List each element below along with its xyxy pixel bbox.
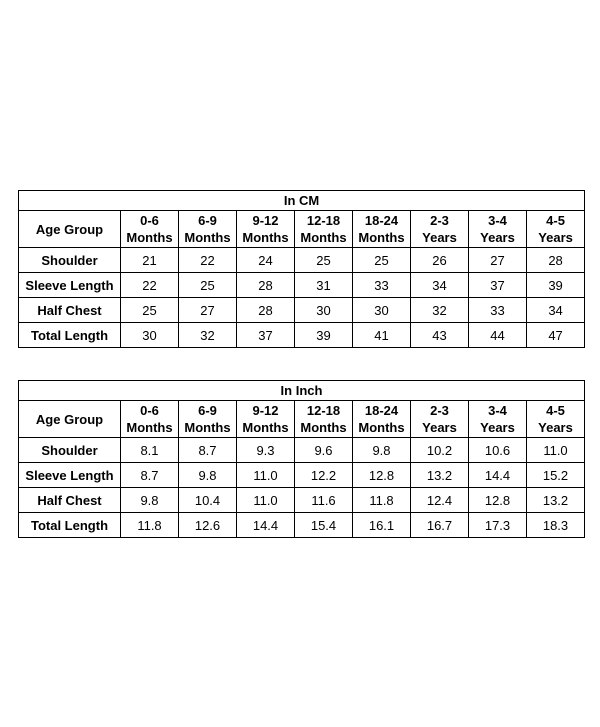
measurement-value: 8.1 <box>121 438 179 463</box>
measurement-value: 25 <box>295 248 353 273</box>
measurement-value: 37 <box>469 273 527 298</box>
age-unit: Years <box>480 420 515 435</box>
measurement-label: Half Chest <box>19 488 121 513</box>
age-unit: Months <box>184 230 231 245</box>
age-column-header <box>411 401 469 438</box>
measurement-value: 41 <box>353 323 411 348</box>
age-unit: Months <box>300 420 347 435</box>
measurement-value: 30 <box>353 298 411 323</box>
measurement-value: 32 <box>411 298 469 323</box>
measurement-label: Half Chest <box>19 298 121 323</box>
measurement-value: 25 <box>179 273 237 298</box>
measurement-value: 17.3 <box>469 513 527 538</box>
size-chart-inch-table <box>18 380 585 538</box>
age-unit: Years <box>422 420 457 435</box>
measurement-label: Shoulder <box>19 438 121 463</box>
age-unit: Years <box>422 230 457 245</box>
measurement-value: 9.8 <box>179 463 237 488</box>
measurement-value: 22 <box>121 273 179 298</box>
measurement-value: 11.8 <box>121 513 179 538</box>
age-column-header <box>179 211 237 248</box>
measurement-value: 32 <box>179 323 237 348</box>
measurement-value: 9.8 <box>353 438 411 463</box>
measurement-value: 11.6 <box>295 488 353 513</box>
age-column-header <box>179 401 237 438</box>
age-unit: Years <box>480 230 515 245</box>
measurement-value: 43 <box>411 323 469 348</box>
measurement-value: 14.4 <box>469 463 527 488</box>
age-range: 0-6 <box>140 403 159 418</box>
measurement-value: 16.7 <box>411 513 469 538</box>
age-range: 9-12 <box>252 213 279 228</box>
measurement-value: 9.8 <box>121 488 179 513</box>
age-unit: Months <box>126 230 173 245</box>
age-column-header <box>121 211 179 248</box>
measurement-value: 8.7 <box>121 463 179 488</box>
table-row <box>19 248 585 273</box>
measurement-value: 18.3 <box>527 513 585 538</box>
age-column-header <box>237 401 295 438</box>
measurement-value: 22 <box>179 248 237 273</box>
measurement-label: Sleeve Length <box>19 463 121 488</box>
age-unit: Months <box>358 230 405 245</box>
age-unit: Months <box>300 230 347 245</box>
age-unit: Months <box>242 420 289 435</box>
measurement-value: 28 <box>237 298 295 323</box>
measurement-value: 30 <box>295 298 353 323</box>
measurement-label: Total Length <box>19 323 121 348</box>
measurement-value: 9.6 <box>295 438 353 463</box>
table-row <box>19 463 585 488</box>
age-unit: Years <box>538 230 573 245</box>
measurement-value: 27 <box>469 248 527 273</box>
age-range: 4-5 <box>546 213 565 228</box>
measurement-value: 10.2 <box>411 438 469 463</box>
measurement-value: 33 <box>469 298 527 323</box>
age-range: 2-3 <box>430 403 449 418</box>
age-column-header <box>121 401 179 438</box>
age-unit: Months <box>126 420 173 435</box>
age-range: 18-24 <box>364 403 399 418</box>
age-range: 3-4 <box>488 213 507 228</box>
age-column-header <box>353 211 411 248</box>
measurement-value: 30 <box>121 323 179 348</box>
measurement-value: 47 <box>527 323 585 348</box>
age-range: 0-6 <box>140 213 159 228</box>
age-group-label: Age Group <box>19 211 121 248</box>
measurement-value: 27 <box>179 298 237 323</box>
measurement-value: 13.2 <box>411 463 469 488</box>
measurement-value: 31 <box>295 273 353 298</box>
measurement-value: 15.2 <box>527 463 585 488</box>
measurement-value: 14.4 <box>237 513 295 538</box>
age-column-header <box>295 401 353 438</box>
measurement-value: 9.3 <box>237 438 295 463</box>
measurement-label: Shoulder <box>19 248 121 273</box>
table-row <box>19 513 585 538</box>
measurement-value: 16.1 <box>353 513 411 538</box>
measurement-value: 37 <box>237 323 295 348</box>
table-row <box>19 273 585 298</box>
age-column-header <box>411 211 469 248</box>
measurement-value: 11.0 <box>527 438 585 463</box>
age-column-header <box>353 401 411 438</box>
age-column-header <box>527 211 585 248</box>
age-range: 9-12 <box>252 403 279 418</box>
measurement-value: 44 <box>469 323 527 348</box>
age-unit: Months <box>242 230 289 245</box>
table-row <box>19 438 585 463</box>
measurement-value: 34 <box>527 298 585 323</box>
measurement-value: 11.8 <box>353 488 411 513</box>
age-range: 3-4 <box>488 403 507 418</box>
age-range: 12-18 <box>306 213 341 228</box>
measurement-value: 34 <box>411 273 469 298</box>
measurement-value: 10.6 <box>469 438 527 463</box>
age-column-header <box>527 401 585 438</box>
measurement-value: 28 <box>527 248 585 273</box>
measurement-value: 28 <box>237 273 295 298</box>
measurement-value: 12.8 <box>353 463 411 488</box>
age-range: 2-3 <box>430 213 449 228</box>
age-range: 18-24 <box>364 213 399 228</box>
age-column-header <box>469 401 527 438</box>
measurement-value: 25 <box>121 298 179 323</box>
table-title: In CM <box>19 191 585 211</box>
measurement-value: 26 <box>411 248 469 273</box>
age-column-header <box>295 211 353 248</box>
age-range: 6-9 <box>198 403 217 418</box>
size-chart-cm-table <box>18 190 585 348</box>
measurement-value: 21 <box>121 248 179 273</box>
measurement-value: 39 <box>527 273 585 298</box>
measurement-value: 10.4 <box>179 488 237 513</box>
measurement-value: 11.0 <box>237 463 295 488</box>
measurement-value: 11.0 <box>237 488 295 513</box>
measurement-label: Total Length <box>19 513 121 538</box>
table-row <box>19 488 585 513</box>
measurement-value: 12.2 <box>295 463 353 488</box>
age-column-header <box>237 211 295 248</box>
measurement-label: Sleeve Length <box>19 273 121 298</box>
age-column-header <box>469 211 527 248</box>
header-row <box>19 401 585 438</box>
header-row <box>19 211 585 248</box>
age-range: 12-18 <box>306 403 341 418</box>
age-unit: Months <box>184 420 231 435</box>
measurement-value: 12.6 <box>179 513 237 538</box>
measurement-value: 12.8 <box>469 488 527 513</box>
measurement-value: 13.2 <box>527 488 585 513</box>
measurement-value: 39 <box>295 323 353 348</box>
measurement-value: 33 <box>353 273 411 298</box>
measurement-value: 8.7 <box>179 438 237 463</box>
measurement-value: 15.4 <box>295 513 353 538</box>
age-range: 4-5 <box>546 403 565 418</box>
table-title: In Inch <box>19 381 585 401</box>
measurement-value: 24 <box>237 248 295 273</box>
table-row <box>19 298 585 323</box>
age-unit: Months <box>358 420 405 435</box>
age-group-label: Age Group <box>19 401 121 438</box>
table-row <box>19 323 585 348</box>
measurement-value: 12.4 <box>411 488 469 513</box>
age-unit: Years <box>538 420 573 435</box>
age-range: 6-9 <box>198 213 217 228</box>
measurement-value: 25 <box>353 248 411 273</box>
